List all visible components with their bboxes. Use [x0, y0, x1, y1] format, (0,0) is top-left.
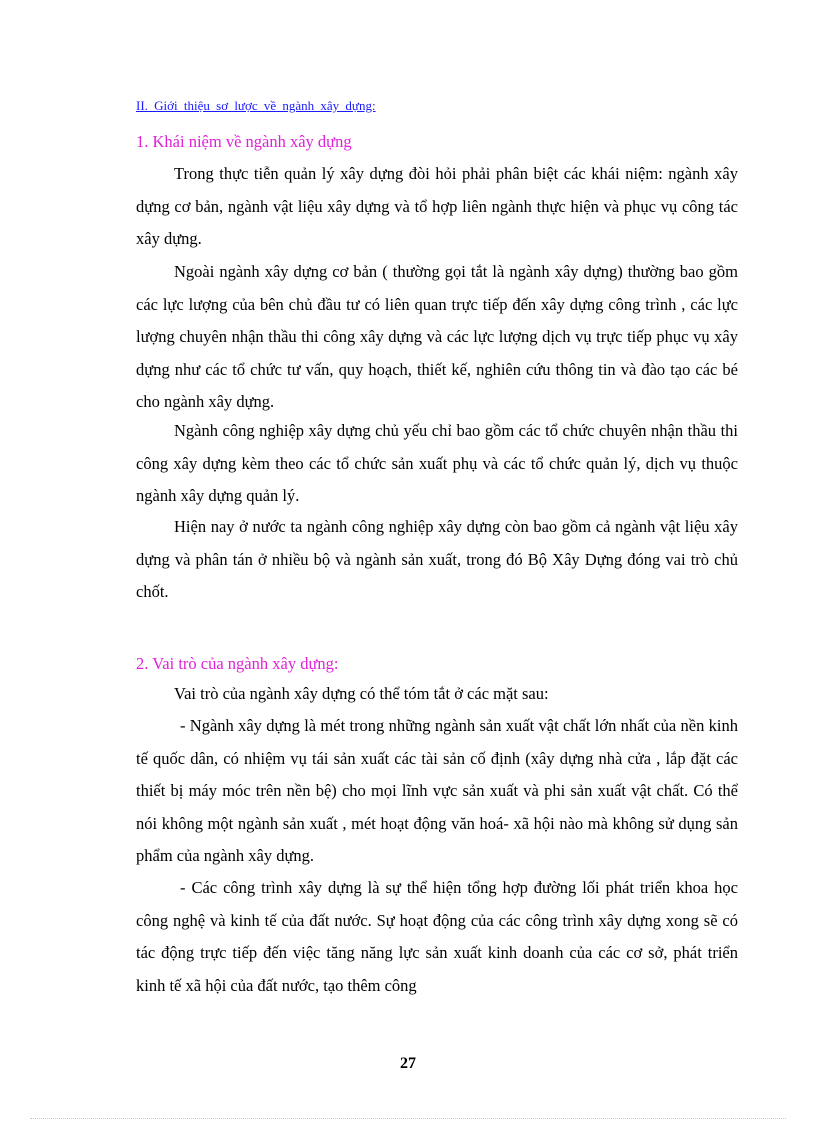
paragraph-4: Hiện nay ở nước ta ngành công nghiệp xây dựng còn bao gồm cả ngành vật liệu xây dựng và phân tán ở nhiều bộ và ngành sản xuất, trong đó Bộ Xây Dựng đóng vai trò chủ chốt.: [136, 517, 738, 601]
paragraph-2: Ngoài ngành xây dựng cơ bản ( thường gọi tắt là ngành xây dựng) thường bao gồm các lực lượng của bên chủ đầu tư có liên quan trực tiếp đến xây dựng công trình , các lực lượng chuyên nhận thầu thi công xây dựng và các lực lượng dịch vụ trực tiếp phục vụ xây dựng như các tổ chức tư vấn, quy hoạch, thiết kế, nghiên cứu thông tin và đào tạo các bé cho ngành xây dựng.: [136, 262, 738, 411]
paragraph-1: Trong thực tiễn quản lý xây dựng đòi hỏi phải phân biệt các khái niệm: ngành xây dựng cơ bản, ngành vật liệu xây dựng và tổ hợp liên ngành thực hiện và phục vụ công tác xây dựng.: [136, 164, 738, 248]
page-number: 27: [400, 1055, 416, 1072]
paragraph-5: Vai trò của ngành xây dựng có thể tóm tắt ở các mặt sau:: [174, 684, 549, 703]
paragraph-7: - Các công trình xây dựng là sự thể hiện tổng hợp đường lối phát triển khoa học công nghệ và kinh tế của đất nước. Sự hoạt động của các công trình xây dựng xong sẽ có tác động trực tiếp đến việc tăng năng lực sản xuất kinh doanh của các cơ sở, phát triển kinh tế xã hội của đất nước, tạo thêm công: [136, 878, 738, 995]
paragraph-6: - Ngành xây dựng là mét trong những ngành sản xuất vật chất lớn nhất của nền kinh tế quốc dân, có nhiệm vụ tái sản xuất các tài sản cố định (xây dựng nhà cửa , lắp đặt các thiết bị máy móc trên nền bệ) cho mọi lĩnh vực sản xuất và phi sản xuất vật chất. Có thể nói không một ngành sản xuất , mét hoạt động văn hoá- xã hội nào mà không sử dụng sản phẩm của ngành xây dựng.: [136, 716, 738, 865]
heading-concept: 1. Khái niệm về ngành xây dựng: [136, 132, 352, 151]
paragraph-3: Ngành công nghiệp xây dựng chủ yếu chỉ bao gồm các tổ chức chuyên nhận thầu thi công xây dựng kèm theo các tổ chức sản xuất phụ và các tổ chức quản lý, dịch vụ thuộc ngành xây dựng quản lý.: [136, 421, 738, 505]
page-border-divider: [30, 1118, 786, 1119]
heading-role: 2. Vai trò của ngành xây dựng:: [136, 654, 339, 673]
section-link[interactable]: II. Giới thiệu sơ lược về ngành xây dựng:: [136, 98, 376, 113]
